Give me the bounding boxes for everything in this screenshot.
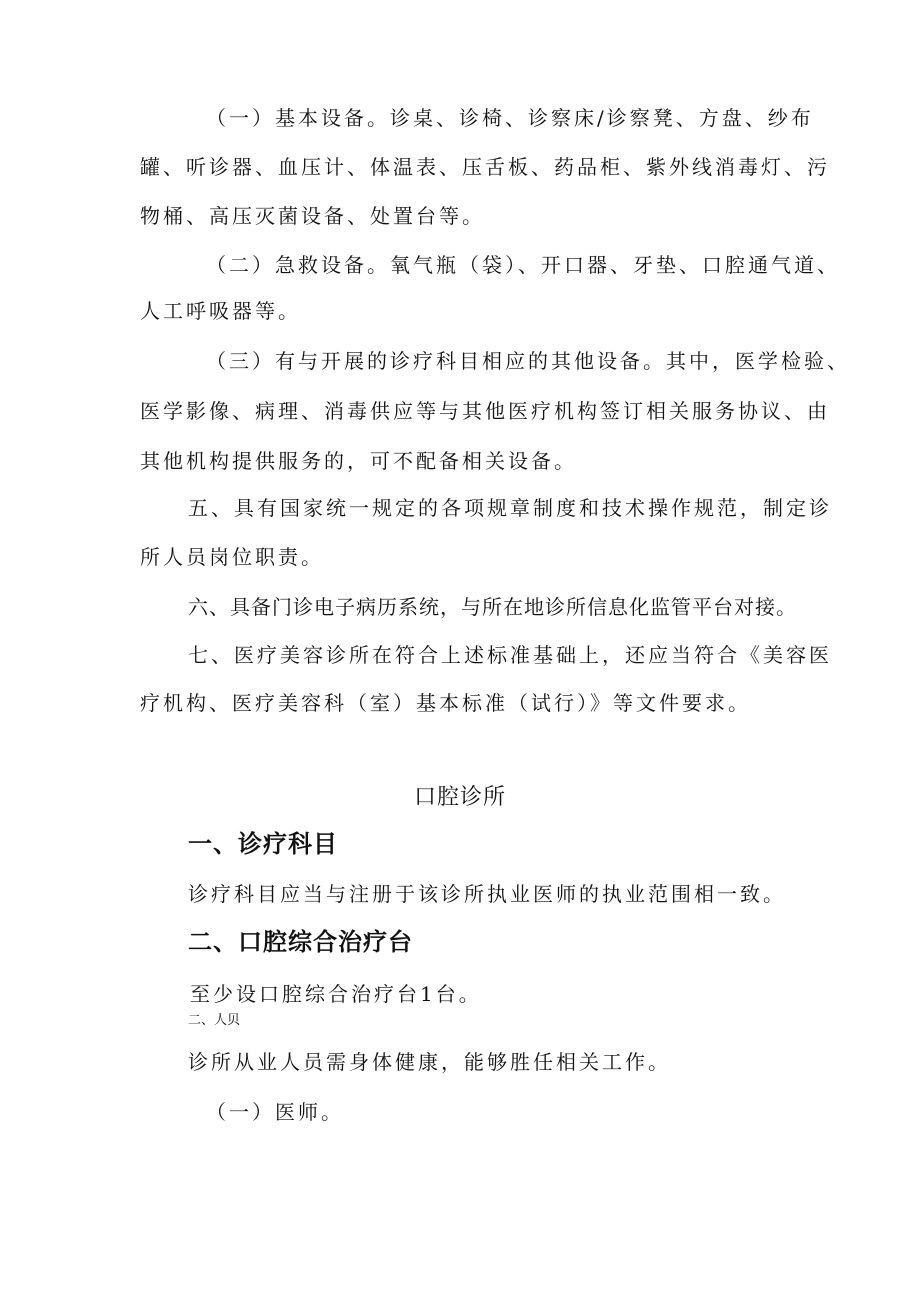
- small-heading-personnel: 二、人贝: [188, 1013, 241, 1028]
- paragraph-line: 诊所从业人员需身体健康，能够胜任相关工作。: [188, 1050, 671, 1074]
- paragraph-line: 物桶、高压灭菌设备、处置台等。: [140, 204, 485, 228]
- section-title: 口腔诊所: [414, 785, 507, 810]
- heading-dental-unit: 二、口腔综合治疗台: [188, 928, 413, 956]
- paragraph-line: （一）基本设备。诊桌、诊椅、诊察床/诊察凳、方盘、纱布: [206, 106, 814, 130]
- paragraph-line: 所人员岗位职责。: [140, 545, 324, 569]
- heading-consulting-subjects: 一、诊疗科目: [188, 830, 338, 858]
- paragraph-line: 罐、听诊器、血压计、体温表、压舌板、药品柜、紫外线消毒灯、污: [140, 155, 830, 179]
- paragraph-line: 六、具备门诊电子病历系统，与所在地诊所信息化监管平台对接。: [188, 595, 797, 619]
- paragraph-line: 其他机构提供服务的，可不配备相关设备。: [140, 449, 577, 473]
- paragraph-line: （一）医师。: [206, 1100, 344, 1124]
- paragraph-line: 诊疗科目应当与注册于该诊所执业医师的执业范围相一致。: [188, 882, 786, 906]
- paragraph-line: 至少设口腔综合治疗台1台。: [190, 982, 482, 1006]
- paragraph-line: 五、具有国家统一规定的各项规章制度和技术操作规范，制定诊: [188, 496, 832, 520]
- paragraph-line: 人工呼吸器等。: [140, 299, 301, 323]
- paragraph-line: 七、医疗美容诊所在符合上述标准基础上，还应当符合《美容医: [188, 643, 832, 667]
- paragraph-line: （二）急救设备。氧气瓶（袋）、开口器、牙垫、口腔通气道、: [206, 253, 840, 277]
- paragraph-line: 疗机构、医疗美容科（室）基本标准（试行）》等文件要求。: [140, 691, 751, 715]
- paragraph-line: （三）有与开展的诊疗科目相应的其他设备。其中，医学检验、: [206, 349, 850, 373]
- paragraph-line: 医学影像、病理、消毒供应等与其他医疗机构签订相关服务协议、由: [140, 399, 830, 423]
